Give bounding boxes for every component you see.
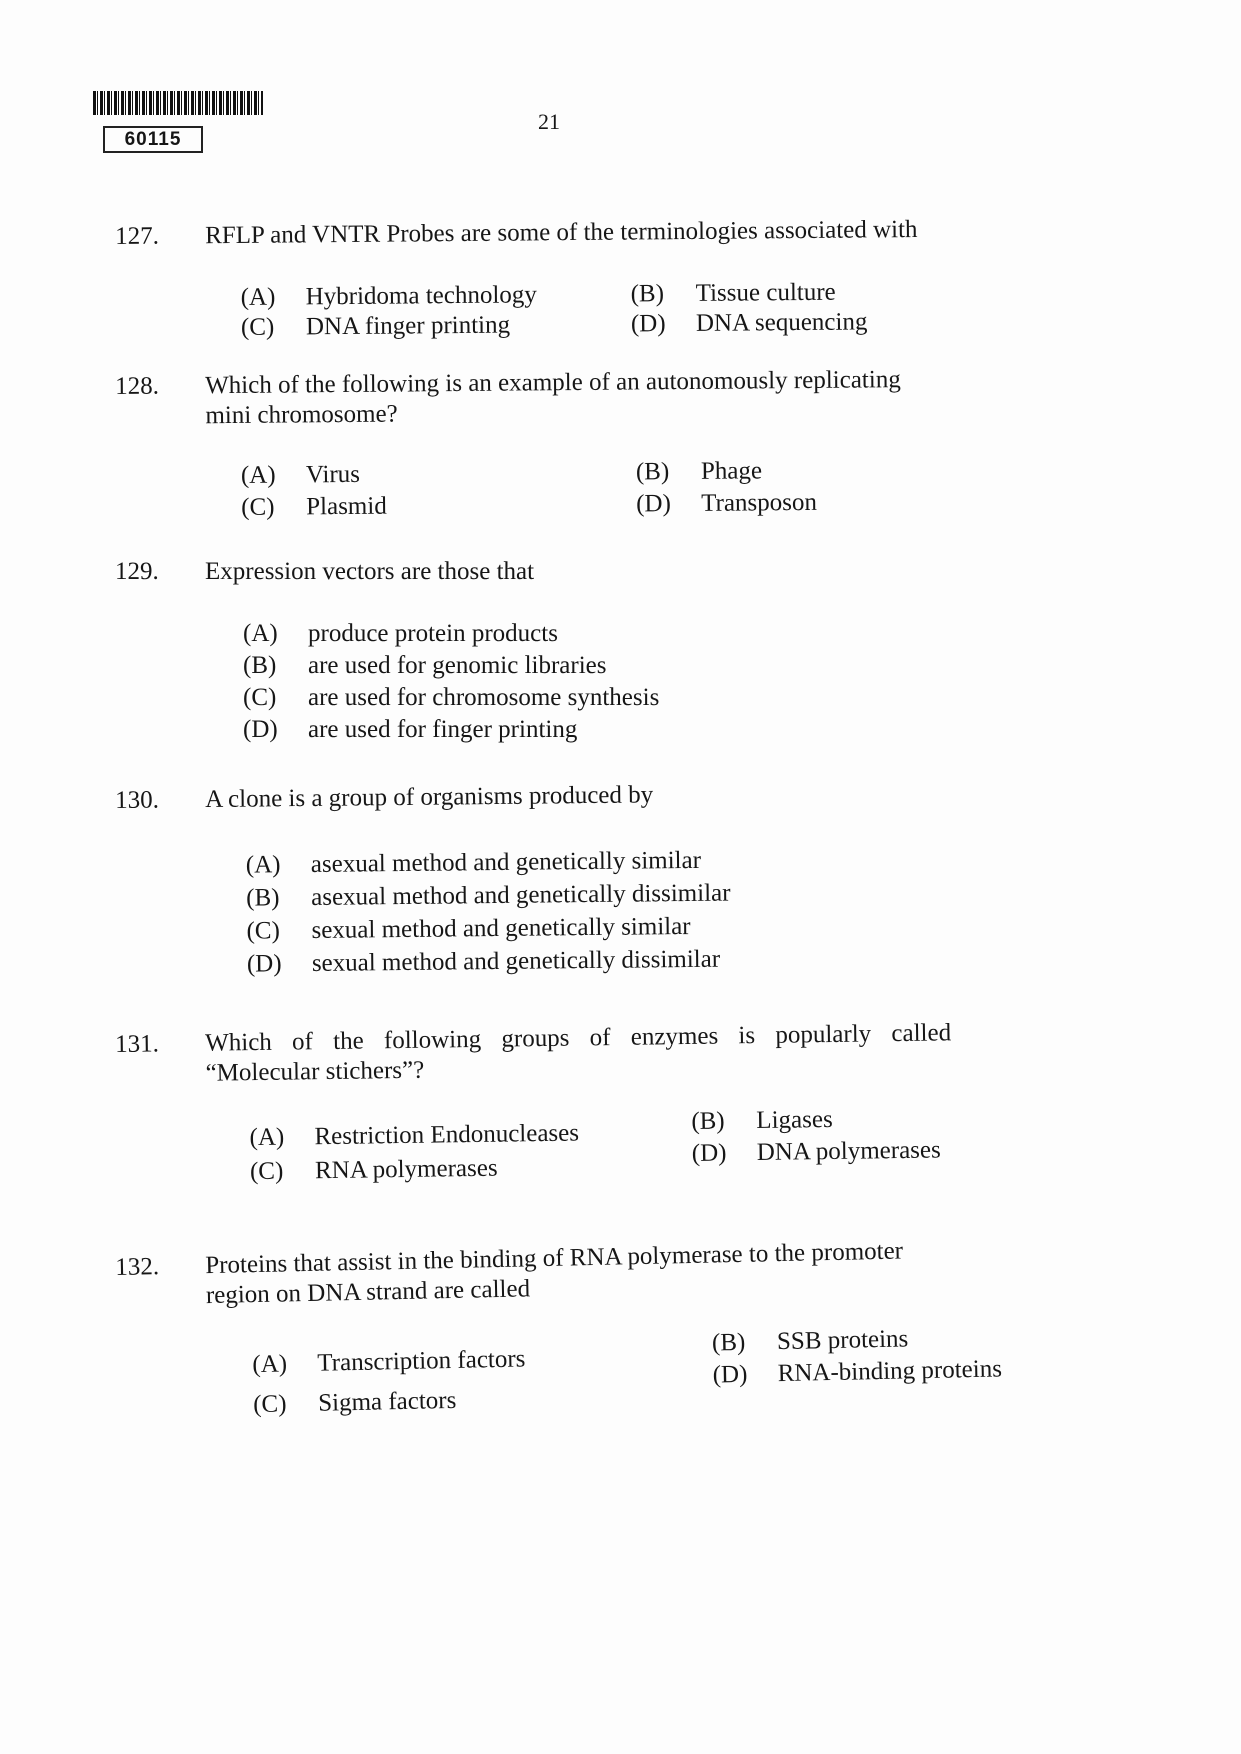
option-c bbox=[243, 683, 659, 713]
option-label: (C) bbox=[246, 917, 280, 945]
option-a bbox=[252, 1344, 526, 1380]
option-a bbox=[246, 846, 701, 881]
option-b bbox=[631, 278, 836, 310]
option-label: (D) bbox=[636, 490, 672, 518]
question-text bbox=[205, 557, 1105, 587]
option-label: (D) bbox=[246, 950, 282, 978]
option-c bbox=[241, 311, 510, 343]
option-b bbox=[636, 456, 762, 487]
option-label: (D) bbox=[712, 1360, 748, 1389]
question-text-line: Which of the following is an example of an autonomously replicating bbox=[205, 366, 901, 400]
option-label: (C) bbox=[241, 493, 275, 521]
option-label: (C) bbox=[240, 313, 275, 341]
option-label: (C) bbox=[252, 1390, 287, 1419]
option-text: are used for chromosome synthesis bbox=[308, 684, 660, 711]
option-label: (B) bbox=[630, 280, 665, 308]
option-label: (D) bbox=[630, 310, 666, 338]
question-text bbox=[205, 1016, 1106, 1089]
option-text: produce protein products bbox=[308, 620, 558, 647]
option-label: (A) bbox=[243, 620, 278, 647]
option-label: (B) bbox=[691, 1107, 725, 1135]
question-text-line: Which of the following groups of enzymes is popularly called bbox=[205, 1019, 952, 1057]
question-text-line: Expression vectors are those that bbox=[205, 558, 535, 585]
option-text: sexual method and genetically similar bbox=[311, 912, 691, 944]
question-number: 127. bbox=[115, 222, 159, 250]
option-text: are used for finger printing bbox=[308, 716, 578, 743]
option-c bbox=[250, 1154, 498, 1187]
question-text bbox=[205, 213, 1105, 251]
question-text-line: RFLP and VNTR Probes are some of the terminologies associated with bbox=[205, 215, 918, 250]
option-d bbox=[631, 307, 868, 339]
question-text-line: mini chromosome? bbox=[205, 400, 398, 430]
option-text: SSB proteins bbox=[776, 1325, 909, 1356]
option-b bbox=[712, 1324, 909, 1358]
option-text: Sigma factors bbox=[317, 1386, 457, 1417]
option-d bbox=[636, 488, 817, 520]
option-label: (A) bbox=[245, 851, 281, 879]
option-label: (C) bbox=[249, 1157, 284, 1186]
option-text: DNA finger printing bbox=[305, 311, 511, 341]
option-text: sexual method and genetically dissimilar bbox=[311, 945, 721, 977]
page-number: 21 bbox=[538, 109, 560, 134]
option-label: (A) bbox=[252, 1350, 288, 1379]
barcode bbox=[93, 91, 263, 115]
question-number: 130. bbox=[115, 786, 160, 814]
option-d bbox=[712, 1354, 1002, 1390]
option-text: Transcription factors bbox=[317, 1345, 526, 1377]
question-text bbox=[205, 776, 1105, 815]
option-b bbox=[691, 1105, 833, 1137]
question-number: 129. bbox=[115, 558, 159, 585]
question-text-line: Proteins that assist in the binding of RNA polymerase to the promoter bbox=[205, 1237, 904, 1280]
option-c bbox=[241, 492, 387, 523]
option-text: Plasmid bbox=[306, 492, 387, 521]
option-label: (C) bbox=[243, 684, 277, 711]
option-text: DNA polymerases bbox=[756, 1136, 941, 1167]
option-label: (A) bbox=[240, 283, 276, 311]
option-text: RNA polymerases bbox=[314, 1154, 498, 1185]
option-a bbox=[241, 460, 360, 491]
question-number: 131. bbox=[115, 1030, 160, 1058]
question-text-line: “Molecular stichers”? bbox=[205, 1056, 425, 1087]
option-label: (A) bbox=[249, 1123, 285, 1152]
option-label: (B) bbox=[711, 1328, 746, 1357]
option-d bbox=[243, 715, 577, 745]
option-label: (B) bbox=[635, 458, 670, 486]
option-text: Hybridoma technology bbox=[305, 281, 537, 311]
option-c bbox=[253, 1386, 457, 1420]
option-a bbox=[243, 619, 558, 649]
option-label: (D) bbox=[243, 716, 278, 743]
option-text: Phage bbox=[700, 457, 763, 485]
option-a bbox=[249, 1119, 579, 1154]
question-text-line: A clone is a group of organisms produced by bbox=[205, 781, 654, 814]
option-label: (B) bbox=[246, 884, 280, 912]
option-label: (A) bbox=[240, 461, 276, 489]
option-text: Restriction Endonucleases bbox=[314, 1119, 580, 1151]
option-text: asexual method and genetically dissimilar bbox=[311, 879, 731, 911]
option-text: RNA-binding proteins bbox=[777, 1355, 1003, 1388]
option-d bbox=[692, 1135, 941, 1168]
option-text: are used for genomic libraries bbox=[308, 652, 607, 679]
option-text: Ligases bbox=[756, 1105, 833, 1135]
option-d bbox=[247, 945, 721, 980]
option-text: Virus bbox=[305, 460, 361, 489]
option-b bbox=[243, 651, 607, 681]
option-a bbox=[241, 280, 537, 313]
option-text: Transposon bbox=[701, 488, 818, 517]
option-text: asexual method and genetically similar bbox=[310, 846, 702, 878]
option-b bbox=[246, 879, 731, 914]
question-number: 132. bbox=[115, 1253, 160, 1281]
option-label: (B) bbox=[243, 652, 277, 679]
question-text bbox=[205, 363, 1125, 431]
question-text-line: region on DNA strand are called bbox=[205, 1275, 531, 1310]
option-text: Tissue culture bbox=[695, 278, 836, 307]
question-number: 128. bbox=[115, 372, 159, 400]
option-c bbox=[246, 912, 690, 947]
exam-code-box: 60115 bbox=[103, 126, 203, 153]
question-text bbox=[205, 1231, 1146, 1311]
option-text: DNA sequencing bbox=[695, 308, 868, 337]
option-label: (D) bbox=[691, 1139, 727, 1167]
